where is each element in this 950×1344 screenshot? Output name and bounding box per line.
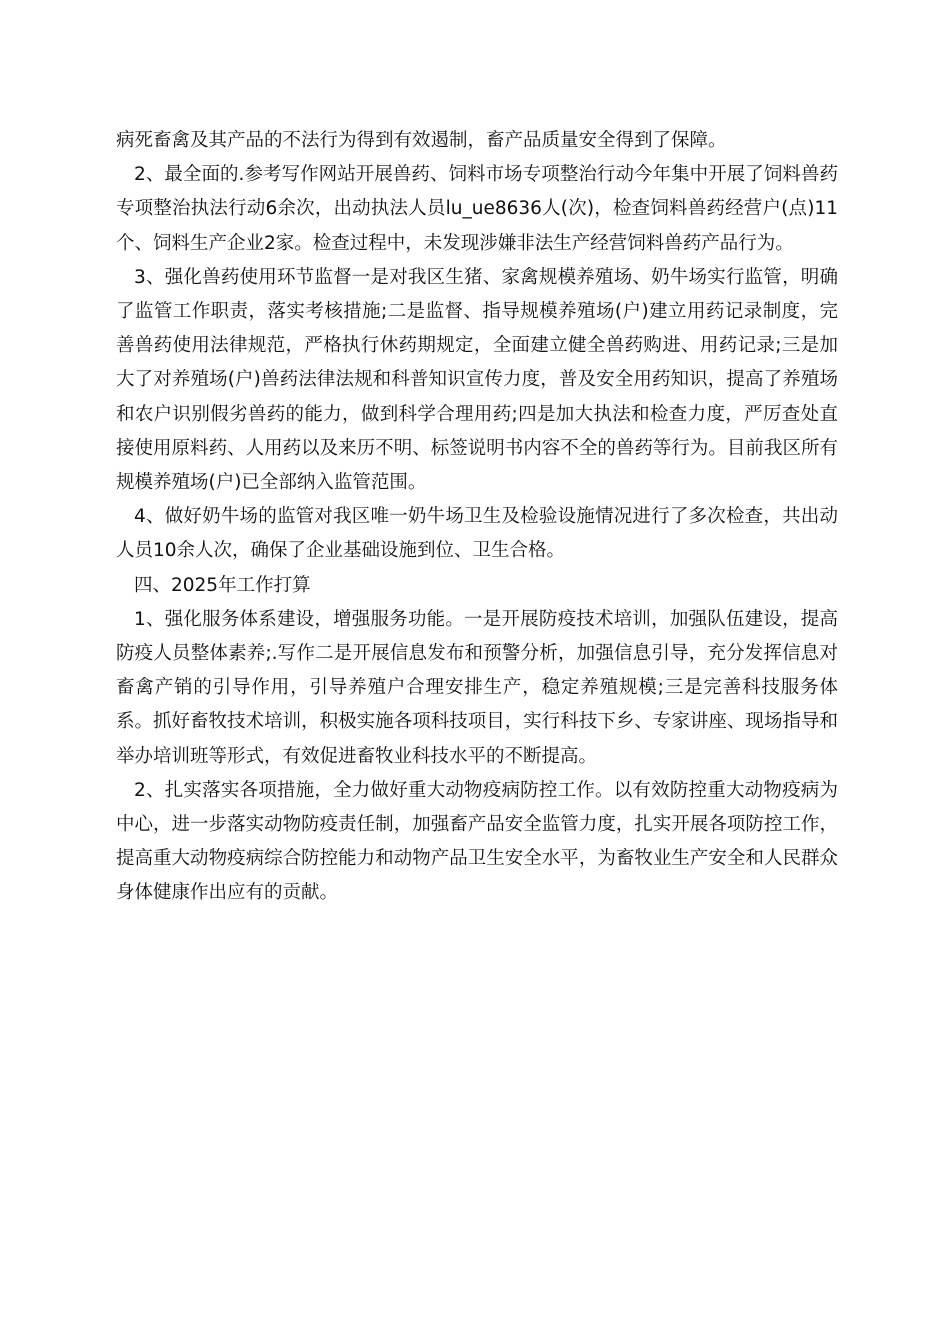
paragraph-plan-1-service-system: 1、强化服务体系建设，增强服务功能。一是开展防疫技术培训，加强队伍建设，提高防疫人员整体素养;.写作二是开展信息发布和预警分析，加强信息引导，充分发挥信息对畜禽产销的引导作用，引导养殖户合理安排生产，稳定养殖规模;三是完善科技服务体系。抓好畜牧技术培训，积极实施各项科技项目，实行科技下乡、专家讲座、现场指导和举办培训班等形式，有效促进畜牧业科技水平的不断提高。 <box>116 608 838 767</box>
section-heading-2025-plan: 四、2025年工作打算 <box>134 574 311 596</box>
paragraph-item-2-veterinary-drug-campaign: 2、最全面的.参考写作网站开展兽药、饲料市场专项整治行动今年集中开展了饲料兽药专项整治执法行动6余次，出动执法人员lu_ue8636人(次)，检查饲料兽药经营户(点)11个、饲料生产企业2家。检查过程中，未发现涉嫌非法生产经营饲料兽药产品行为。 <box>116 164 838 254</box>
paragraph-item-4-dairy-farm-supervision: 4、做好奶牛场的监管对我区唯一奶牛场卫生及检验设施情况进行了多次检查，共出动人员10余人次，确保了企业基础设施到位、卫生合格。 <box>116 506 838 562</box>
paragraph-plan-2-disease-control: 2、扎实落实各项措施，全力做好重大动物疫病防控工作。以有效防控重大动物疫病为中心，进一步落实动物防疫责任制，加强畜产品安全监管力度，扎实开展各项防控工作，提高重大动物疫病综合防控能力和动物产品卫生安全水平，为畜牧业生产安全和人民群众身体健康作出应有的贡献。 <box>116 779 838 904</box>
paragraph-item-3-drug-use-supervision: 3、强化兽药使用环节监督一是对我区生猪、家禽规模养殖场、奶牛场实行监管，明确了监管工作职责，落实考核措施;二是监督、指导规模养殖场(户)建立用药记录制度，完善兽药使用法律规范，严格执行休药期规定，全面建立健全兽药购进、用药记录;三是加大了对养殖场(户)兽药法律法规和科普知识宣传力度，普及安全用药知识，提高了养殖场和农户识别假劣兽药的能力，做到科学合理用药;四是加大执法和检查力度，严厉查处直接使用原料药、人用药以及来历不明、标签说明书内容不全的兽药等行为。目前我区所有规模养殖场(户)已全部纳入监管范围。 <box>116 266 838 494</box>
document-page <box>116 124 838 911</box>
paragraph-continuation: 病死畜禽及其产品的不法行为得到有效遏制，畜产品质量安全得到了保障。 <box>116 130 727 151</box>
